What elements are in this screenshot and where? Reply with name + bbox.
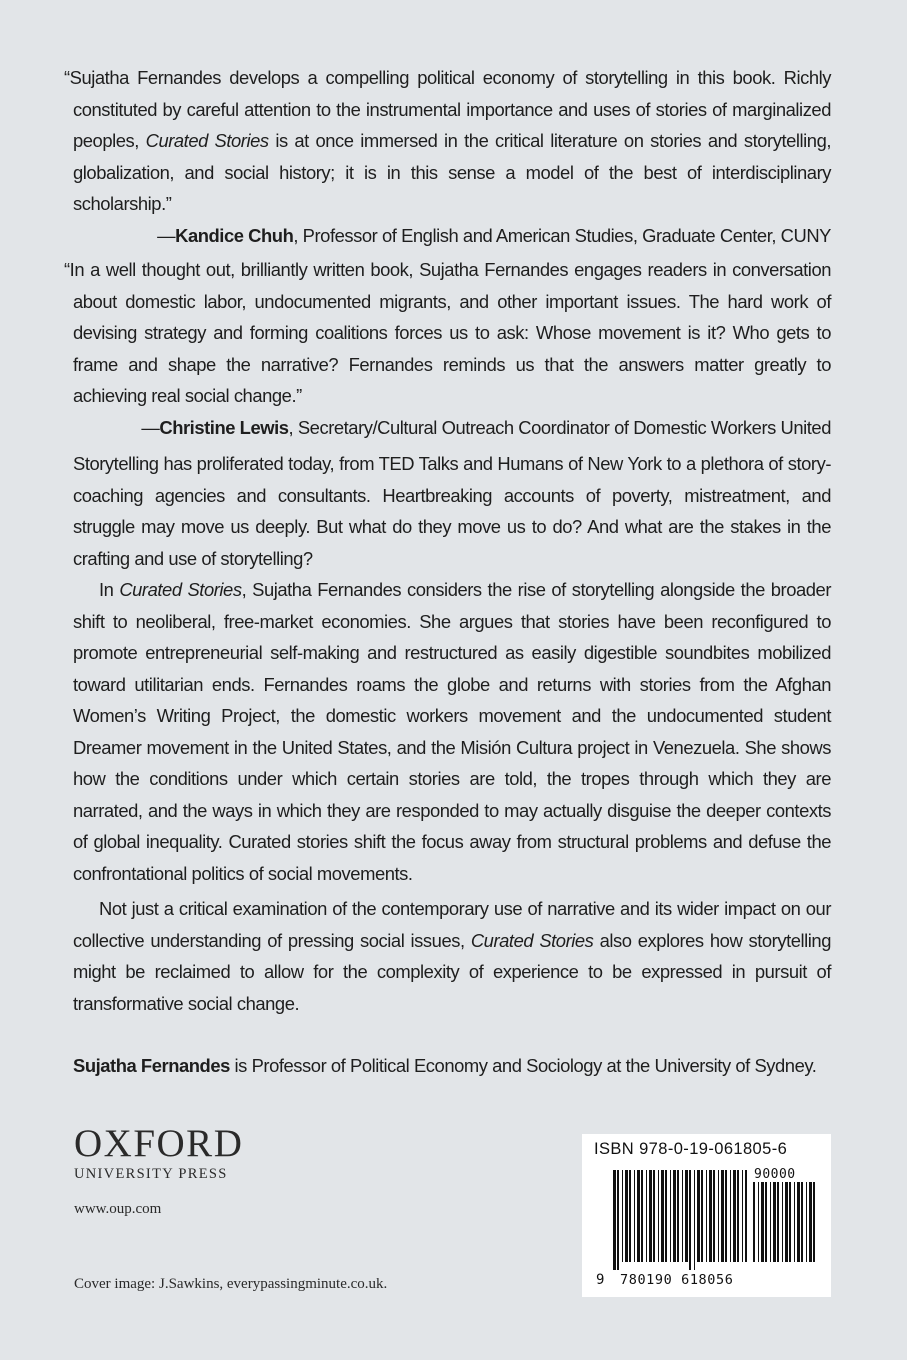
barcode-bar: [673, 1170, 676, 1262]
barcode-bar: [789, 1182, 791, 1262]
barcode-bar: [806, 1182, 807, 1262]
barcode-bar: [761, 1182, 764, 1262]
barcode-bar: [665, 1170, 667, 1262]
isbn-first-digit: 9: [596, 1272, 605, 1288]
p3-book-title: Curated Stories: [470, 929, 594, 951]
quote-2-attribution: [73, 412, 831, 444]
barcode-bar: [785, 1182, 788, 1262]
quote-1-text: [64, 62, 832, 220]
barcode-bar: [649, 1170, 652, 1262]
cover-credit: Cover image: J.Sawkins, everypassingminute.co.uk.: [74, 1276, 388, 1292]
p3-pre: Not just a critical examination of the contemporary use of narrative and its wider impact on our collective understanding of pressing social issues,: [73, 898, 831, 951]
barcode-bar: [709, 1170, 712, 1262]
barcode-bar: [813, 1182, 815, 1262]
barcode-bar: [625, 1170, 628, 1262]
barcode-bar: [701, 1170, 703, 1262]
barcode-bar: [721, 1170, 724, 1262]
barcode-bar: [661, 1170, 664, 1262]
barcode-bar: [745, 1170, 747, 1262]
barcode-bar: [637, 1170, 640, 1262]
barcode-bar: [682, 1170, 683, 1262]
p2-post: , Sujatha Fernandes considers the rise of storytelling alongside the broader shift to neoliberal, free-market economies. She argues that stories have been reconfigured to promote entrepreneurial self-making and restructured as easily digestible soundbites mobilized toward utilitarian ends. Fernandes roams the globe and returns with stories from the Afghan Women’s Writing Project, the domestic workers movement and the undocumented student Dreamer movement in the United States, and the Misión Cultura project in Venezuela. She shows how the conditions under which certain stories are told, the tropes through which they are narrated, and the ways in which they are responded to may actually disguise the deeper contexts of global inequality. Curated stories shift the focus away from structural problems and defuse the confrontational politics of social movements.: [73, 579, 831, 884]
barcode-bar: [634, 1170, 635, 1262]
quote-2-text: “In a well thought out, brilliantly written book, Sujatha Fernandes engages readers in conversation about domestic labor, undocumented migrants, and other important issues. The hard work of devising strategy and forming coalitions forces us to ask: Whose movement is it? Who gets to frame and shape the narrative? Fernandes reminds us that the answers matter greatly to achieving real social change.”: [64, 259, 831, 406]
barcode-bar: [742, 1170, 743, 1262]
barcode-bar: [797, 1182, 800, 1262]
barcode-bar: [718, 1170, 719, 1262]
quote-1-book-title: Curated Stories: [145, 130, 269, 151]
barcode-bar: [685, 1170, 688, 1262]
barcode-bar: [641, 1170, 643, 1262]
barcode-bar: [730, 1170, 731, 1262]
barcode-bar: [777, 1182, 779, 1262]
barcode-bar: [733, 1170, 736, 1262]
barcode-bar: [694, 1170, 695, 1270]
barcode-bar: [629, 1170, 631, 1262]
quote-1-author-title: , Professor of English and American Studies, Graduate Center, CUNY: [293, 224, 831, 246]
p2-pre: In: [99, 579, 120, 600]
barcode-bar: [770, 1182, 771, 1262]
barcode-bar: [773, 1182, 776, 1262]
barcode-bar: [697, 1170, 700, 1262]
barcode-bar: [613, 1170, 616, 1270]
barcode-bar: [713, 1170, 715, 1262]
publisher-url[interactable]: www.oup.com: [74, 1201, 162, 1217]
description-paragraph-2: [73, 574, 831, 889]
quote-2-dash: —: [141, 416, 160, 438]
author-bio-text: is Professor of Political Economy and Sociology at the University of Sydney.: [229, 1055, 817, 1076]
endorsement-quote-2: [64, 254, 831, 443]
barcode-bar: [670, 1170, 671, 1262]
addon-barcode-icon: [753, 1182, 819, 1270]
barcode-bar: [725, 1170, 727, 1262]
publisher-subname: UNIVERSITY PRESS: [74, 1166, 228, 1182]
barcode-bar: [753, 1182, 755, 1262]
author-bio-name: Sujatha Fernandes: [73, 1055, 230, 1076]
author-bio: [73, 1050, 831, 1082]
barcode-bar: [706, 1170, 707, 1262]
isbn-barcode-box: [582, 1134, 831, 1297]
barcode-bar: [646, 1170, 647, 1262]
p2-book-title: Curated Stories: [119, 579, 242, 600]
description-paragraph-1: Storytelling has proliferated today, from TED Talks and Humans of New York to a plethora of story-coaching agencies and consultants. Heartbreaking accounts of poverty, mistreatment, and struggle may move us deeply. But what do they move us to do? And what are the stakes in the crafting and use of storytelling?: [73, 453, 831, 569]
barcode-bar: [794, 1182, 795, 1262]
quote-1-author-name: Kandice Chuh: [175, 224, 294, 246]
isbn-label: ISBN 978-0-19-061805-6: [594, 1140, 788, 1158]
barcode-bar: [765, 1182, 767, 1262]
quote-1-open: “Sujatha Fernandes develops a compelling political economy of storytelling in this book. Richly constituted by careful attention to the instrumental importance and uses of stories of marginalized peoples,: [64, 67, 831, 151]
isbn-main-digits: 780190 618056: [620, 1272, 734, 1288]
barcode-bar: [809, 1182, 812, 1262]
barcode-bar: [758, 1182, 759, 1262]
barcode-bar: [677, 1170, 679, 1262]
barcode-bar: [782, 1182, 783, 1262]
quote-1-dash: —: [157, 224, 176, 246]
barcode-icon: [613, 1170, 747, 1270]
barcode-bar: [622, 1170, 623, 1262]
description-paragraph-3: [73, 893, 831, 1019]
p3-post: also explores how storytelling might be reclaimed to allow for the complexity of experience to be expressed in pursuit of transformative social change.: [73, 929, 831, 1014]
barcode-bar: [737, 1170, 739, 1262]
barcode-bar: [689, 1170, 691, 1270]
endorsement-quote-1: [64, 62, 832, 251]
quote-1-close: is at once immersed in the critical literature on stories and storytelling, globalization, and social history; it is in this sense a model of the best of interdisciplinary scholarship.”: [73, 130, 832, 214]
quote-1-attribution: [73, 220, 831, 252]
publisher-name: OXFORD: [74, 1122, 244, 1165]
publisher-logo: [74, 1124, 243, 1183]
barcode-bar: [658, 1170, 659, 1262]
isbn-addon-digits: 90000: [754, 1167, 796, 1182]
quote-2-author-name: Christine Lewis: [159, 416, 289, 438]
barcode-bar: [801, 1182, 803, 1262]
quote-2-author-title: , Secretary/Cultural Outreach Coordinator of Domestic Workers United: [288, 416, 831, 438]
barcode-bar: [617, 1170, 619, 1270]
barcode-bar: [653, 1170, 655, 1262]
